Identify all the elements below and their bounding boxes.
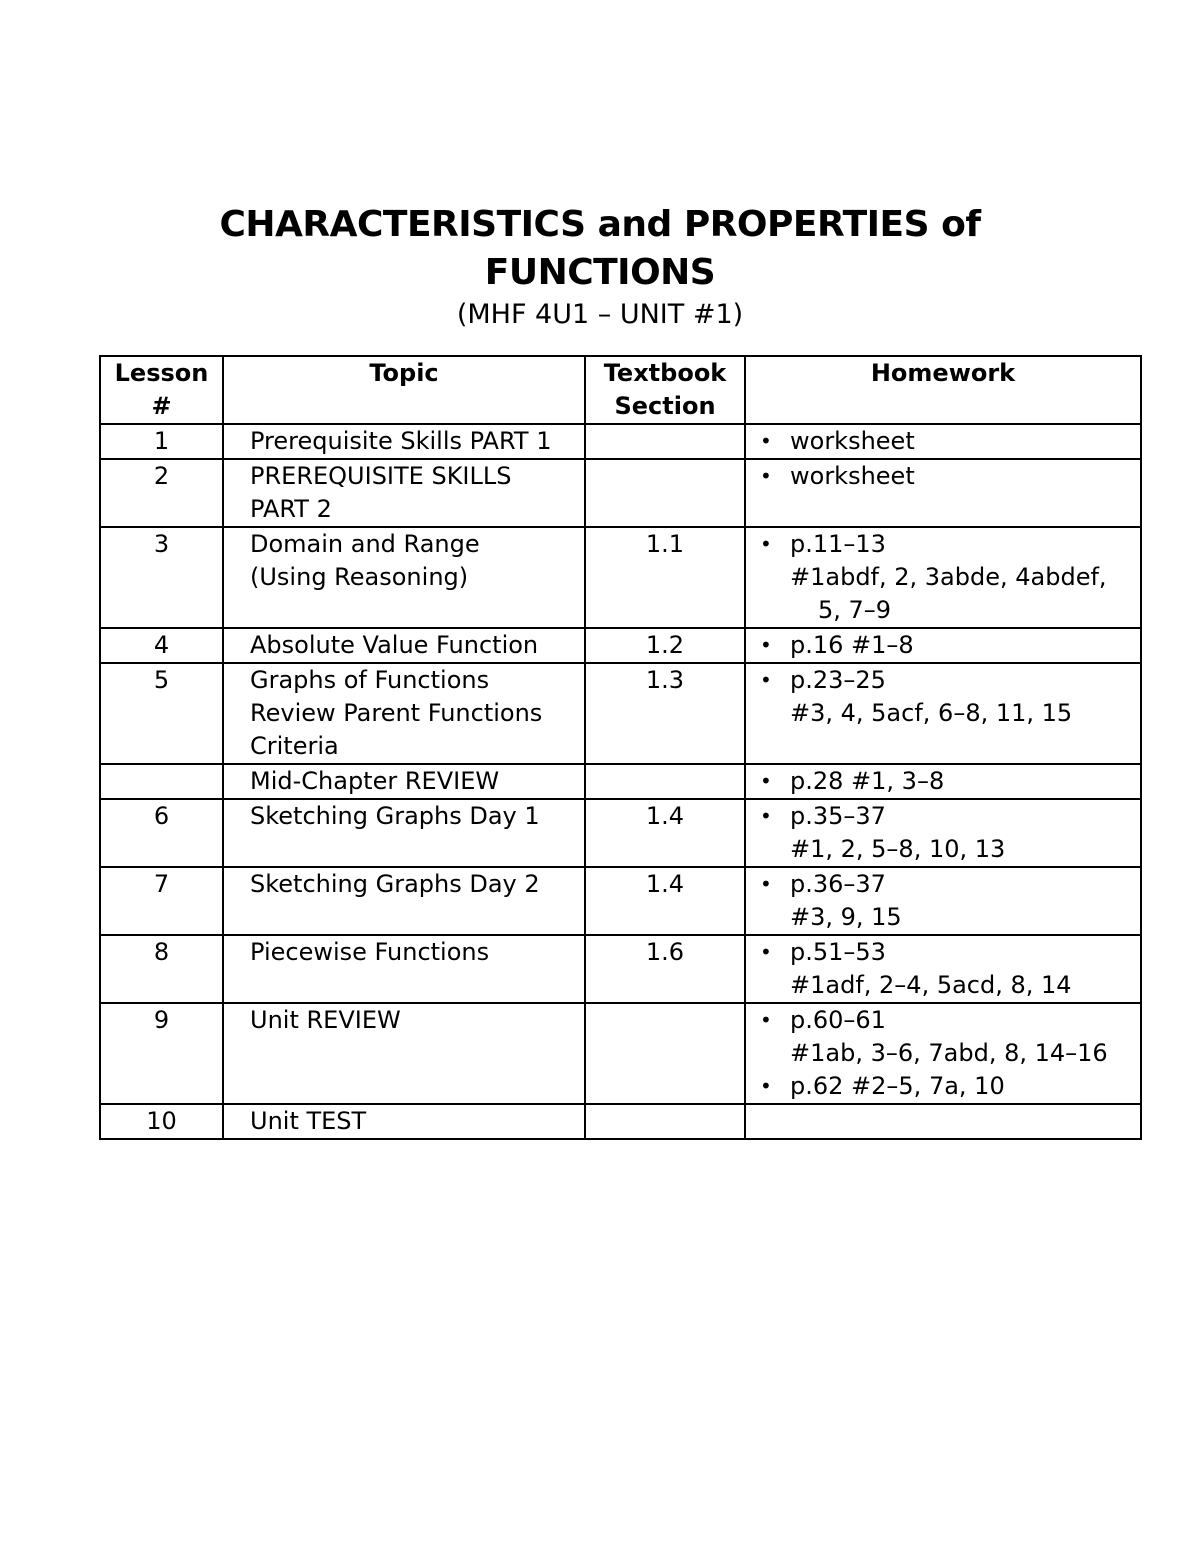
topic-cell — [223, 663, 585, 764]
homework-line: worksheet — [790, 462, 915, 490]
bullet-icon: • — [760, 668, 772, 692]
table-row — [100, 527, 1141, 628]
bullet-icon: • — [760, 633, 772, 657]
homework-line: p.11–13 — [790, 530, 886, 558]
homework-line: p.35–37 — [790, 802, 886, 830]
homework-list — [760, 868, 1140, 934]
topic-line: Mid-Chapter REVIEW — [250, 767, 500, 795]
topic-cell — [223, 764, 585, 799]
topic-line: Absolute Value Function — [250, 631, 539, 659]
table-row — [100, 1104, 1141, 1139]
topic-cell — [223, 527, 585, 628]
header-lesson-line: Lesson — [114, 359, 209, 387]
topic-line: Prerequisite Skills PART 1 — [250, 427, 552, 455]
homework-item — [760, 936, 1140, 1002]
table-row — [100, 628, 1141, 663]
topic-cell — [223, 799, 585, 867]
table-row — [100, 459, 1141, 527]
bullet-icon: • — [760, 940, 772, 964]
homework-list — [760, 765, 1140, 798]
table-row — [100, 764, 1141, 799]
homework-cell — [745, 459, 1141, 527]
homework-item — [760, 528, 1140, 627]
lesson-number-cell: 2 — [100, 459, 223, 527]
title-line-2: FUNCTIONS — [484, 252, 716, 293]
header-textbook-section — [585, 356, 745, 424]
homework-line: #1ab, 3–6, 7abd, 8, 14–16 — [790, 1039, 1108, 1067]
lesson-number-cell: 9 — [100, 1003, 223, 1104]
homework-cell — [745, 799, 1141, 867]
homework-list — [760, 800, 1140, 866]
homework-cell — [745, 1104, 1141, 1139]
textbook-section-cell — [585, 1104, 745, 1139]
homework-line: p.62 #2–5, 7a, 10 — [790, 1072, 1005, 1100]
topic-line: Sketching Graphs Day 1 — [250, 802, 540, 830]
topic-cell — [223, 1003, 585, 1104]
topic-cell — [223, 628, 585, 663]
textbook-section-cell: 1.4 — [585, 799, 745, 867]
header-section-line: Section — [614, 392, 716, 420]
bullet-icon: • — [760, 872, 772, 896]
title-line-1: CHARACTERISTICS and PROPERTIES of — [219, 204, 981, 245]
lesson-number-cell: 5 — [100, 663, 223, 764]
homework-line: p.36–37 — [790, 870, 886, 898]
topic-cell — [223, 459, 585, 527]
lesson-number-cell: 8 — [100, 935, 223, 1003]
topic-line: Piecewise Functions — [250, 938, 490, 966]
homework-line: p.28 #1, 3–8 — [790, 767, 945, 795]
bullet-icon: • — [760, 1008, 772, 1032]
table-row — [100, 867, 1141, 935]
homework-line: #1adf, 2–4, 5acd, 8, 14 — [790, 971, 1072, 999]
header-topic: Topic — [223, 356, 585, 424]
lesson-number-cell: 6 — [100, 799, 223, 867]
bullet-icon: • — [760, 464, 772, 488]
textbook-section-cell — [585, 459, 745, 527]
lesson-number-cell: 4 — [100, 628, 223, 663]
bullet-icon: • — [760, 769, 772, 793]
homework-cell — [745, 867, 1141, 935]
bullet-icon: • — [760, 429, 772, 453]
homework-item — [760, 425, 1140, 458]
header-lesson-line: # — [151, 392, 172, 420]
homework-cell — [745, 628, 1141, 663]
homework-line: p.60–61 — [790, 1006, 886, 1034]
header-homework: Homework — [745, 356, 1141, 424]
topic-cell — [223, 1104, 585, 1139]
homework-list — [760, 629, 1140, 662]
homework-item — [760, 629, 1140, 662]
topic-line: Sketching Graphs Day 2 — [250, 870, 540, 898]
subtitle: (MHF 4U1 – UNIT #1) — [456, 299, 744, 330]
homework-item — [760, 1004, 1140, 1070]
homework-item — [760, 1070, 1140, 1103]
homework-line: #3, 9, 15 — [790, 903, 902, 931]
table-row — [100, 935, 1141, 1003]
topic-line: Domain and Range — [250, 530, 480, 558]
homework-list — [760, 664, 1140, 730]
homework-cell — [745, 663, 1141, 764]
homework-line: p.51–53 — [790, 938, 886, 966]
topic-cell — [223, 424, 585, 459]
homework-list — [760, 936, 1140, 1002]
textbook-section-cell: 1.2 — [585, 628, 745, 663]
homework-item — [760, 765, 1140, 798]
lesson-schedule-table — [99, 355, 1142, 1140]
lesson-number-cell: 7 — [100, 867, 223, 935]
topic-cell — [223, 935, 585, 1003]
lesson-number-cell: 1 — [100, 424, 223, 459]
homework-list — [760, 425, 1140, 458]
table-row — [100, 663, 1141, 764]
topic-line: Review Parent Functions — [250, 699, 543, 727]
textbook-section-cell — [585, 424, 745, 459]
header-section-line: Textbook — [603, 359, 727, 387]
topic-cell — [223, 867, 585, 935]
homework-line: #3, 4, 5acf, 6–8, 11, 15 — [790, 699, 1073, 727]
topic-line: Graphs of Functions — [250, 666, 490, 694]
lesson-number-cell: 3 — [100, 527, 223, 628]
topic-line: PREREQUISITE SKILLS — [250, 462, 512, 490]
table-row — [100, 799, 1141, 867]
topic-line: (Using Reasoning) — [250, 563, 469, 591]
homework-line: 5, 7–9 — [818, 596, 892, 624]
homework-list — [760, 460, 1140, 493]
table-row — [100, 1003, 1141, 1104]
textbook-section-cell: 1.3 — [585, 663, 745, 764]
textbook-section-cell — [585, 1003, 745, 1104]
lesson-number-cell: 10 — [100, 1104, 223, 1139]
homework-line: #1, 2, 5–8, 10, 13 — [790, 835, 1006, 863]
homework-item — [760, 460, 1140, 493]
homework-item — [760, 664, 1140, 730]
table-header-row — [100, 356, 1141, 424]
textbook-section-cell: 1.6 — [585, 935, 745, 1003]
topic-line: Unit REVIEW — [250, 1006, 401, 1034]
homework-item — [760, 800, 1140, 866]
topic-line: Unit TEST — [250, 1107, 367, 1135]
bullet-icon: • — [760, 532, 772, 556]
homework-line: worksheet — [790, 427, 915, 455]
textbook-section-cell: 1.4 — [585, 867, 745, 935]
bullet-icon: • — [760, 1074, 772, 1098]
table-row — [100, 424, 1141, 459]
homework-cell — [745, 1003, 1141, 1104]
homework-list — [760, 528, 1140, 627]
homework-cell — [745, 764, 1141, 799]
homework-line: p.23–25 — [790, 666, 886, 694]
homework-cell — [745, 424, 1141, 459]
topic-line: PART 2 — [250, 495, 332, 523]
homework-item — [760, 868, 1140, 934]
lesson-number-cell — [100, 764, 223, 799]
bullet-icon: • — [760, 804, 772, 828]
homework-cell — [745, 935, 1141, 1003]
homework-cell — [745, 527, 1141, 628]
homework-line: p.16 #1–8 — [790, 631, 914, 659]
topic-line: Criteria — [250, 732, 339, 760]
homework-list — [760, 1004, 1140, 1103]
textbook-section-cell: 1.1 — [585, 527, 745, 628]
textbook-section-cell — [585, 764, 745, 799]
header-lesson — [100, 356, 223, 424]
homework-line: #1abdf, 2, 3abde, 4abdef, — [790, 563, 1107, 591]
